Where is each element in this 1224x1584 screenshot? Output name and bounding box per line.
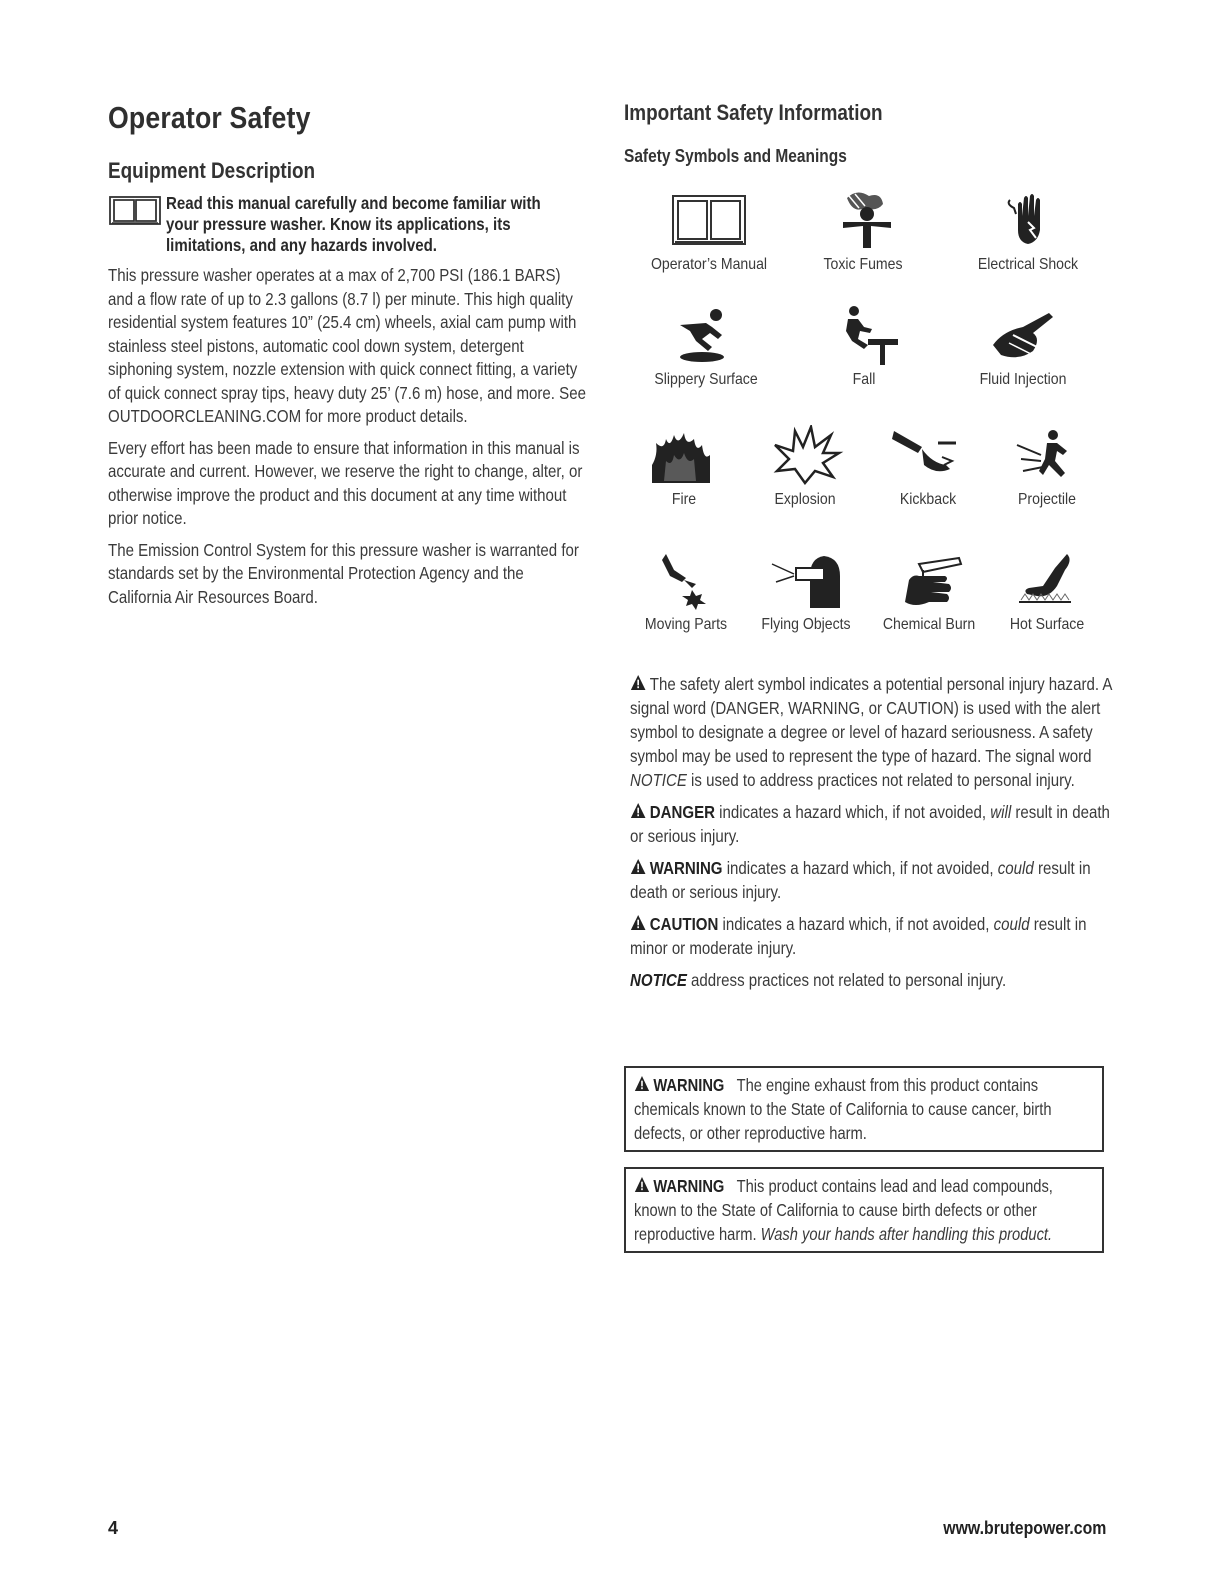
toxic-fumes-icon bbox=[823, 190, 903, 250]
symbol-label: Slippery Surface bbox=[654, 371, 758, 388]
manual-notice bbox=[108, 194, 590, 256]
explosion-icon bbox=[765, 425, 845, 485]
caution-definition: CAUTION indicates a hazard which, if not avoided, could result in minor or moderate injury. bbox=[630, 914, 1087, 958]
warning-box-exhaust bbox=[624, 1066, 1104, 1152]
symbol-label: Fall bbox=[852, 371, 876, 388]
manual-notice-text: Read this manual carefully and become familiar with your pressure washer. Know its applications, its limitations, and any hazards involved. bbox=[166, 193, 541, 255]
kickback-icon bbox=[888, 425, 968, 485]
website-url: www.brutepower.com bbox=[942, 1518, 1106, 1538]
symbol-label: Hot Surface bbox=[1009, 616, 1085, 633]
symbol-label: Operator’s Manual bbox=[650, 256, 768, 273]
safety-alert-icon bbox=[634, 1176, 650, 1193]
symbol-chemical-burn bbox=[870, 550, 988, 634]
hot-surface-icon bbox=[1007, 550, 1087, 610]
warning-box-text: The engine exhaust from this product contains chemicals known to the State of California to cause cancer, birth defects, or other reproductive harm. bbox=[634, 1075, 1052, 1143]
fluid-injection-icon bbox=[983, 305, 1063, 365]
important-safety-heading: Important Safety Information bbox=[624, 100, 883, 125]
symbol-label: Chemical Burn bbox=[882, 616, 976, 633]
operators-manual-icon bbox=[669, 190, 749, 250]
warning-definition: WARNING indicates a hazard which, if not avoided, could result in death or serious injury. bbox=[630, 858, 1091, 902]
right-column bbox=[624, 100, 1108, 167]
symbol-label: Toxic Fumes bbox=[823, 256, 903, 273]
symbol-label: Kickback bbox=[899, 491, 957, 508]
symbol-moving-parts bbox=[630, 550, 742, 634]
symbol-label: Projectile bbox=[1018, 491, 1076, 508]
symbol-label: Explosion bbox=[774, 491, 836, 508]
page-number: 4 bbox=[108, 1518, 119, 1538]
notice-definition: NOTICE address practices not related to personal injury. bbox=[630, 970, 1007, 990]
symbol-label: Flying Objects bbox=[761, 616, 851, 633]
symbol-hot-surface bbox=[996, 550, 1098, 634]
left-column bbox=[108, 100, 590, 617]
symbol-electrical-shock bbox=[950, 190, 1106, 274]
symbol-kickback bbox=[880, 425, 976, 509]
symbol-flying-objects bbox=[748, 550, 864, 634]
safety-alert-icon bbox=[630, 858, 646, 875]
safety-alert-icon bbox=[630, 914, 646, 931]
safety-alert-icon bbox=[634, 1075, 650, 1092]
safety-symbols-subheading: Safety Symbols and Meanings bbox=[624, 146, 847, 166]
electrical-shock-icon bbox=[988, 190, 1068, 250]
warning-box-lead bbox=[624, 1167, 1104, 1253]
slippery-surface-icon bbox=[666, 305, 746, 365]
fall-icon bbox=[824, 305, 904, 365]
symbol-label: Electrical Shock bbox=[977, 256, 1079, 273]
equipment-paragraph-1: This pressure washer operates at a max of 2,700 PSI (186.1 BARS) and a flow rate of up to 2.3 gallons (8.7 l) per minute. This high quality residential system features 10” (25.4 cm) wheels, axial cam pump with stainless steel pistons, automatic cool down system, detergent siphoning system, nozzle extension with quick connect fitting, a variety of quick connect spray tips, heavy duty 25’ (7.6 m) hose, and more. See OUTDOORCLEANING.COM for more product details. bbox=[108, 265, 586, 426]
equipment-paragraph-3: The Emission Control System for this pressure washer is warranted for standards set by the Environmental Protection Agency and the California Air Resources Board. bbox=[108, 539, 579, 607]
flying-objects-icon bbox=[766, 550, 846, 610]
symbol-label: Fluid Injection bbox=[979, 371, 1067, 388]
symbol-operators-manual bbox=[636, 190, 782, 274]
moving-parts-icon bbox=[646, 550, 726, 610]
page-title: Operator Safety bbox=[108, 100, 311, 135]
symbol-explosion bbox=[760, 425, 850, 509]
fire-icon bbox=[644, 425, 724, 485]
warning-box-instruction: Wash your hands after handling this product. bbox=[760, 1224, 1053, 1244]
warning-box-text: This product contains lead and lead compounds, known to the State of California to cause birth defects or other reproductive harm. bbox=[634, 1176, 1053, 1244]
warning-label: WARNING bbox=[653, 1075, 725, 1095]
symbol-label: Moving Parts bbox=[644, 616, 728, 633]
symbol-fluid-injection bbox=[955, 305, 1091, 389]
symbol-projectile bbox=[1002, 425, 1092, 509]
projectile-icon bbox=[1007, 425, 1087, 485]
symbol-fall bbox=[804, 305, 924, 389]
symbol-fire bbox=[640, 425, 728, 509]
danger-definition: DANGER indicates a hazard which, if not avoided, will result in death or serious injury. bbox=[630, 802, 1110, 846]
chemical-burn-icon bbox=[889, 550, 969, 610]
safety-alert-icon bbox=[630, 802, 646, 819]
safety-alert-intro: The safety alert symbol indicates a potential personal injury hazard. A signal word (DANGER, WARNING, or CAUTION) is used with the alert symbol to designate a degree or level of hazard seriousness. A safety symbol may be used to represent the type of hazard. The signal word NOTICE is used to address practices not related to personal injury. bbox=[630, 674, 1112, 790]
symbol-label: Fire bbox=[671, 491, 697, 508]
safety-alert-icon bbox=[630, 674, 646, 691]
symbol-slippery-surface bbox=[636, 305, 776, 389]
signal-word-definitions bbox=[630, 672, 1110, 1000]
equipment-description-heading: Equipment Description bbox=[108, 158, 316, 183]
symbol-toxic-fumes bbox=[795, 190, 931, 274]
equipment-paragraph-2: Every effort has been made to ensure that information in this manual is accurate and current. However, we reserve the right to change, alter, or otherwise improve the product and this document at any time without prior notice. bbox=[108, 437, 583, 528]
operators-manual-icon bbox=[108, 194, 162, 226]
warning-label: WARNING bbox=[653, 1176, 725, 1196]
